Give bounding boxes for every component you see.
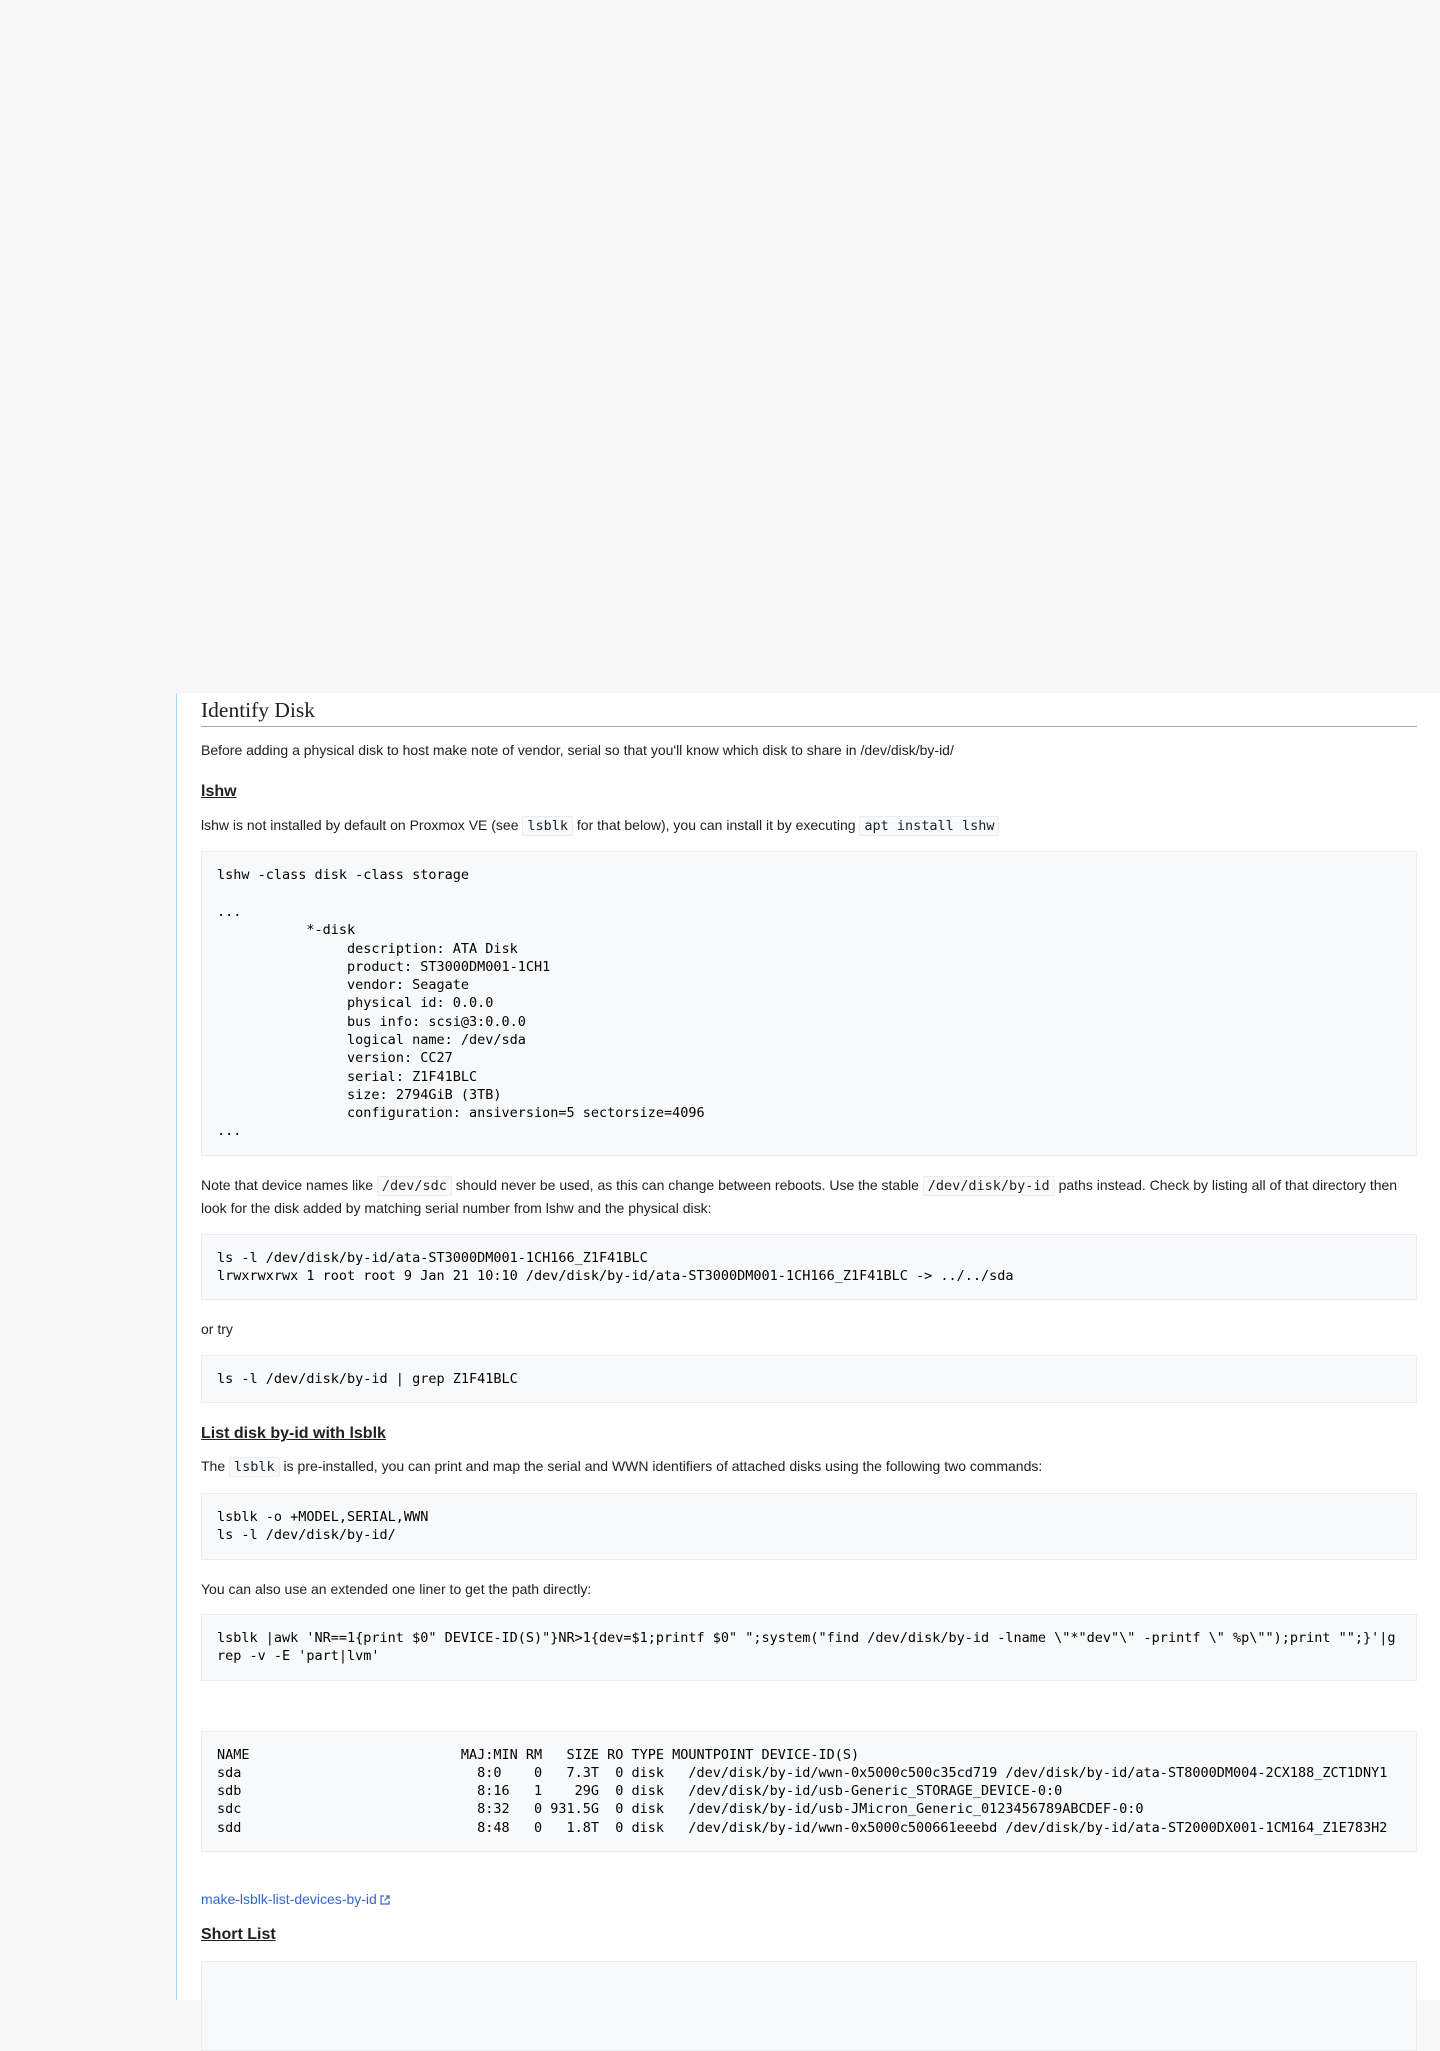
lsblk-output-block[interactable]: NAME MAJ:MIN RM SIZE RO TYPE MOUNTPOINT DEVICE-ID(S) sda 8:0 0 7.3T 0 disk /dev/disk/by-id/wwn-0x5000c500c35cd719 /dev/disk/by-id/ata-ST8000DM004-2CX188_ZCT1DNY1 sdb 8:16 1 29G 0 disk /dev/disk/by-id/usb-Generic_STORAGE_DEVICE-0:0 sdc 8:32 0 931.5G 0 disk /dev/disk/by-id/usb-JMicron_Generic_0123456789ABCDEF-0:0 sdd 8:48 0 1.8T 0 disk /dev/disk/by-id/wwn-0x5000c500661eeebd /dev/disk/by-id/ata-ST2000DX001-1CM164_Z1E783H2 bbox=[201, 1731, 1417, 1852]
note-prefix: Note that device names like bbox=[201, 1176, 377, 1193]
inline-code-by-id: /dev/disk/by-id bbox=[923, 1176, 1055, 1196]
note-middle: should never be used, as this can change between reboots. Use the stable bbox=[451, 1176, 923, 1193]
section-intro: Before adding a physical disk to host make note of vendor, serial so that you'll know which disk to share in /dev/disk/by-id/ bbox=[201, 741, 954, 758]
short-list-heading: Short List bbox=[201, 1926, 276, 1944]
lshw-p-middle: for that below), you can install it by executing bbox=[573, 816, 860, 833]
top-blank-area bbox=[0, 0, 1440, 693]
external-link-icon bbox=[380, 1895, 390, 1905]
ls-by-id-code-block[interactable]: ls -l /dev/disk/by-id/ata-ST3000DM001-1CH166_Z1F41BLC lrwxrwxrwx 1 root root 9 Jan 21 10:10 /dev/disk/by-id/ata-ST3000DM001-1CH166_Z1F41BLC -> ../../sda bbox=[201, 1234, 1417, 1301]
make-lsblk-link[interactable]: make-lsblk-list-devices-by-id bbox=[201, 1891, 377, 1908]
content-area bbox=[176, 693, 1440, 2000]
lshw-p-prefix: lshw is not installed by default on Proxmox VE (see bbox=[201, 816, 523, 833]
section-title: Identify Disk bbox=[201, 693, 1417, 727]
lsblk-p-suffix: is pre-installed, you can print and map the serial and WWN identifiers of attached disks using the following two commands: bbox=[279, 1458, 1043, 1475]
or-try-text: or try bbox=[201, 1321, 233, 1338]
lsblk-p-prefix: The bbox=[201, 1458, 230, 1475]
lsblk-heading: List disk by-id with lsblk bbox=[201, 1425, 386, 1443]
inline-code-dev-sdc: /dev/sdc bbox=[377, 1176, 452, 1196]
oneliner-code-block[interactable]: lsblk |awk 'NR==1{print $0" DEVICE-ID(S)"}NR>1{dev=$1;printf $0" ";system("find /dev/disk/by-id -lname \"*"dev"\" -printf \" %p\"");print "";}'|grep -v -E 'part|lvm' bbox=[201, 1614, 1417, 1681]
lsblk-cmd-block[interactable]: lsblk -o +MODEL,SERIAL,WWN ls -l /dev/disk/by-id/ bbox=[201, 1493, 1417, 1560]
short-list-code-block[interactable] bbox=[201, 1961, 1417, 2051]
inline-code-lsblk: lsblk bbox=[522, 816, 573, 836]
oneliner-intro: You can also use an extended one liner to get the path directly: bbox=[201, 1580, 592, 1597]
grep-code-block[interactable]: ls -l /dev/disk/by-id | grep Z1F41BLC bbox=[201, 1355, 1417, 1403]
note-suffix: paths instead. Check by listing all of that directory then look for the disk added by matching serial number from lshw and the physical disk: bbox=[201, 1176, 1398, 1217]
lsblk-paragraph bbox=[201, 1455, 1417, 1479]
article-body bbox=[201, 693, 1417, 2051]
inline-code-lsblk-2: lsblk bbox=[229, 1457, 280, 1477]
device-name-note bbox=[201, 1174, 1417, 1220]
external-link-line bbox=[201, 1888, 1417, 1910]
lshw-paragraph bbox=[201, 814, 1417, 838]
lshw-heading: lshw bbox=[201, 783, 237, 801]
lshw-code-block[interactable]: lshw -class disk -class storage ... *-disk description: ATA Disk product: ST3000DM001-1CH1 vendor: Seagate physical id: 0.0.0 bus info: scsi@3:0.0.0 logical name: /dev/sda version: CC27 serial: Z1F41BLC size: 2794GiB (3TB) configuration: ansiversion=5 sectorsize=4096 ... bbox=[201, 851, 1417, 1155]
inline-code-apt-install: apt install lshw bbox=[859, 816, 999, 836]
